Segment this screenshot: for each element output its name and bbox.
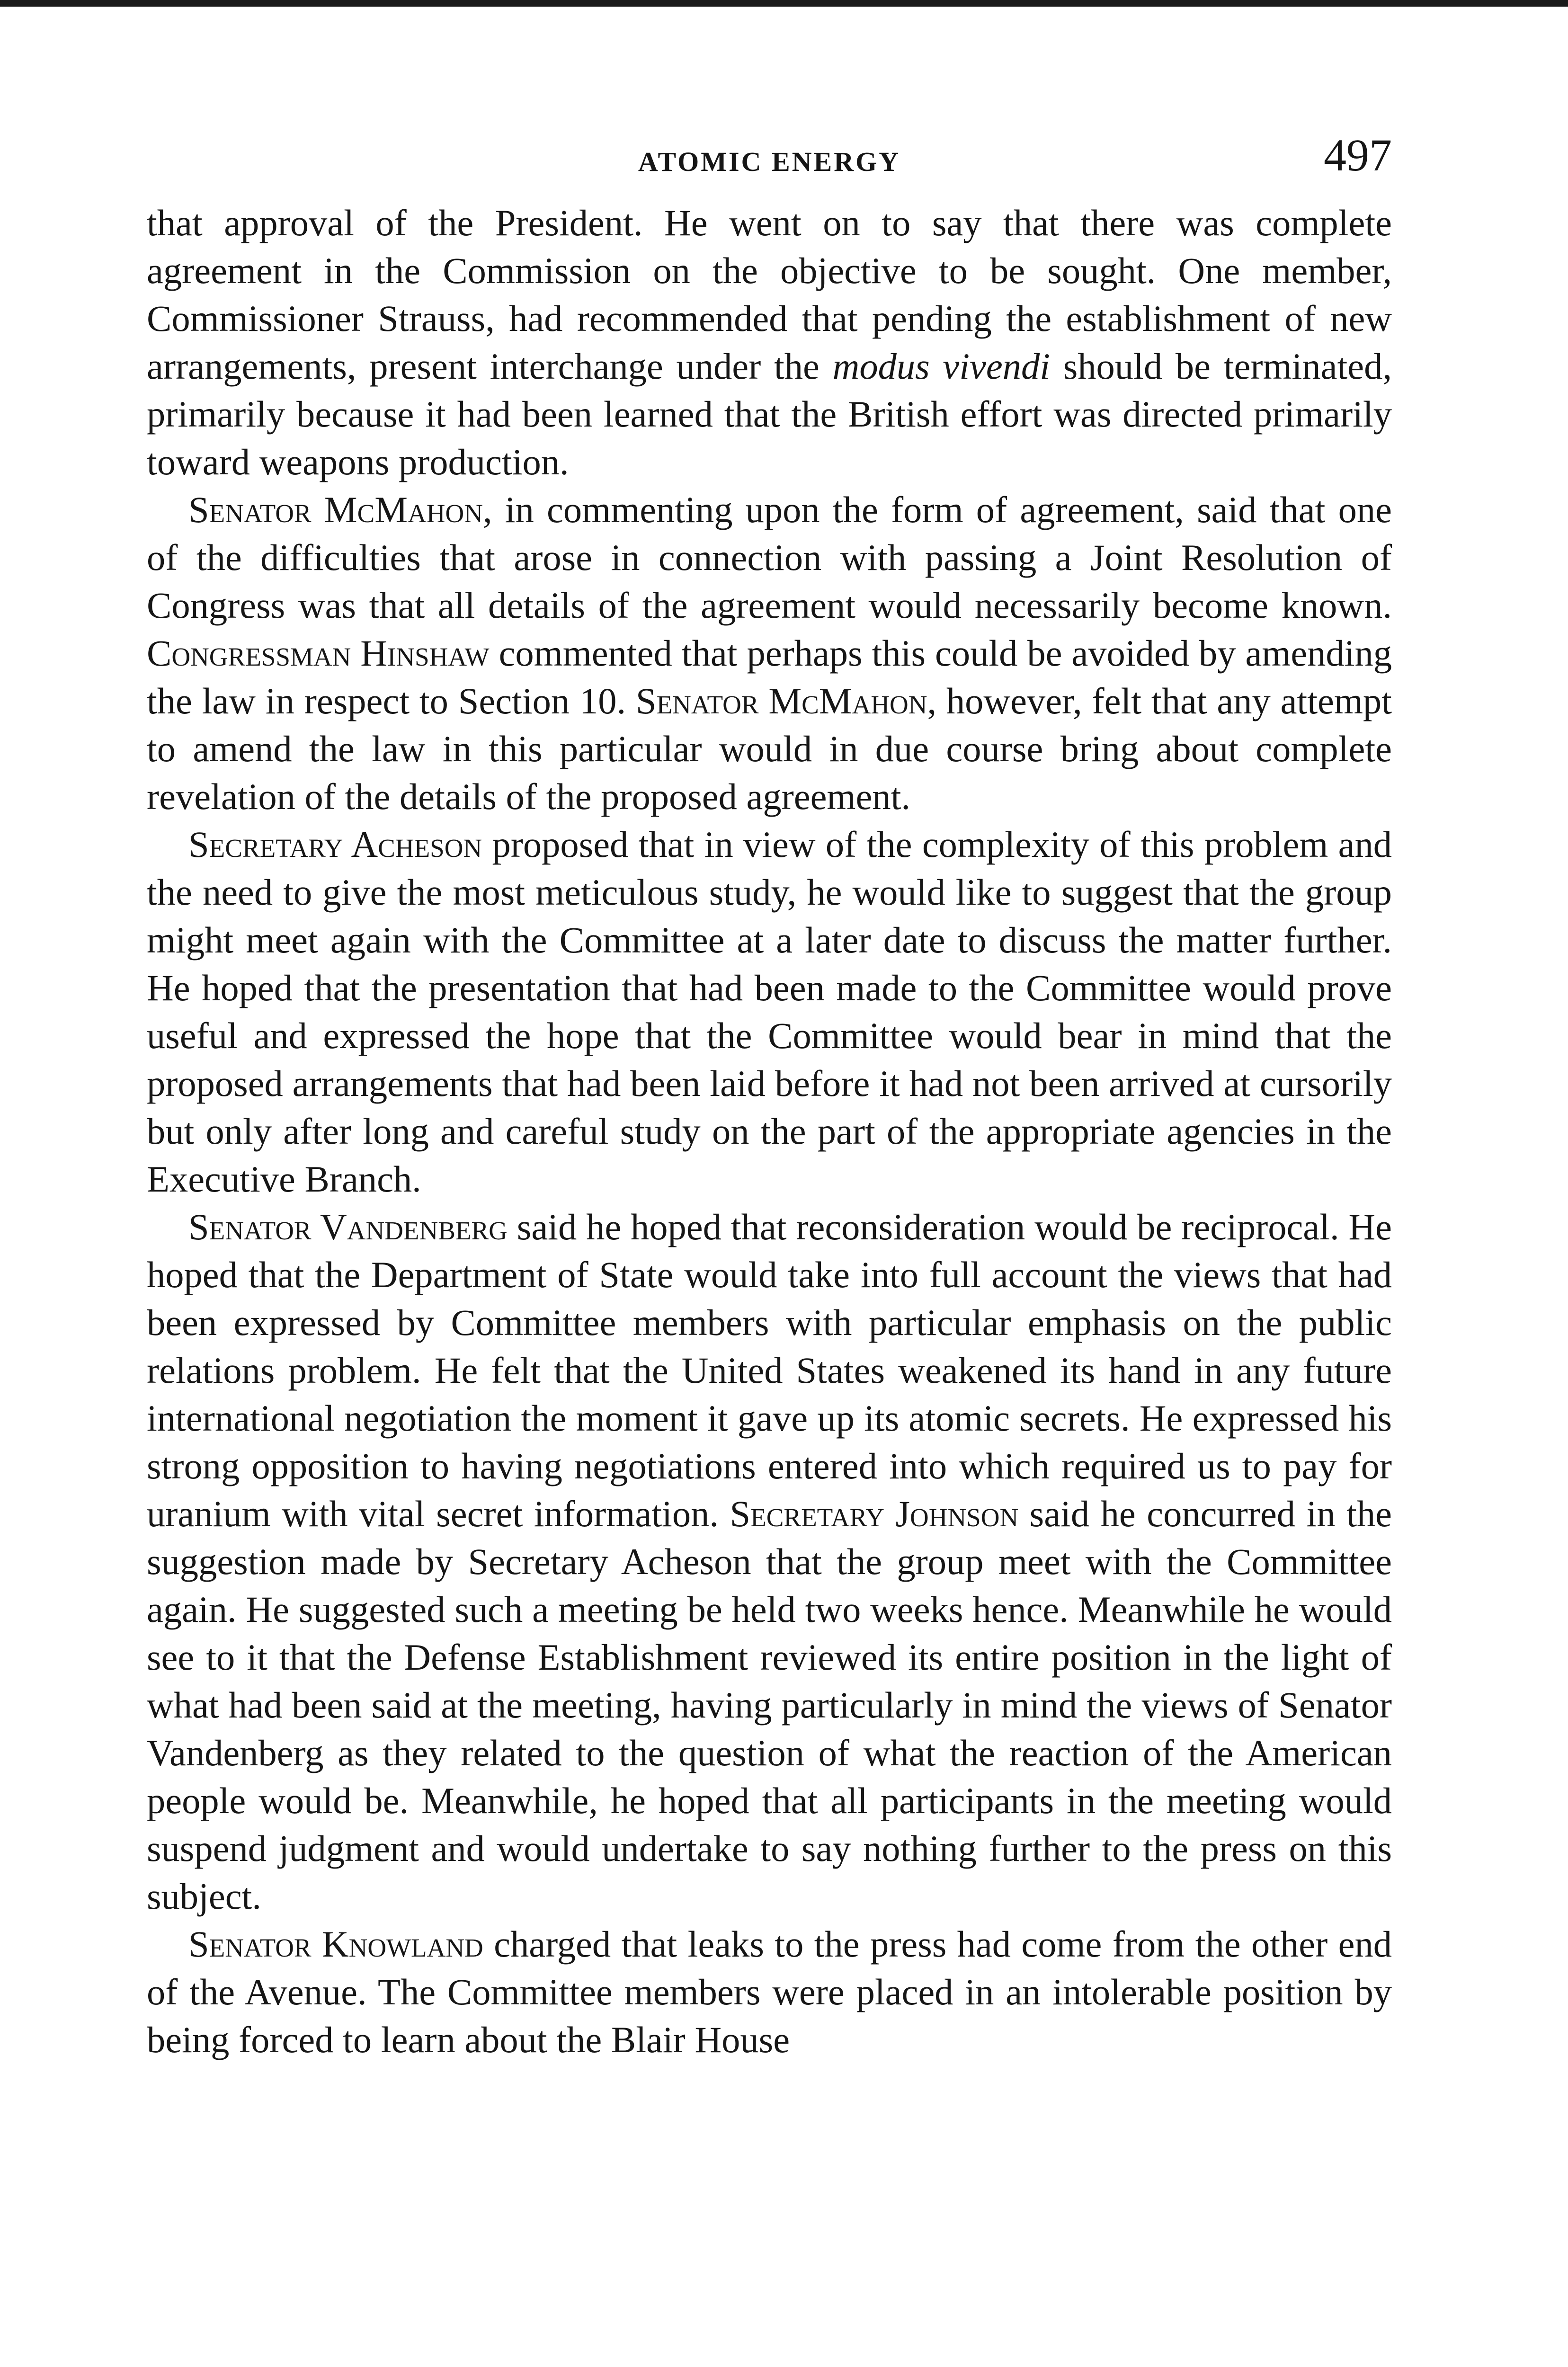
- top-edge-rule: [0, 0, 1568, 7]
- paragraph-2-text-a: , in commenting upon the form of agreement, said that one of the difficulties that arose in connection with passing a Joint Resolution of Congress was that all details of the agreement would necessarily become known.: [147, 489, 1392, 626]
- paragraph-1-italic-phrase: modus vivendi: [832, 346, 1051, 387]
- speaker-secretary-acheson: Secretary Acheson: [188, 824, 482, 865]
- paragraph-3: [147, 820, 1392, 1203]
- document-page: [147, 130, 1392, 2064]
- paragraph-2-text-c: , however, felt that any attempt to amend the law in this particular would in due course bring about complete revelation of the details of the proposed agreement.: [147, 680, 1392, 817]
- paragraph-3-text: proposed that in view of the complexity of this problem and the need to give the most meticulous study, he would like to suggest that the group might meet again with the Committee at a later date to discuss the matter further. He hoped that the presentation that had been made to the Committee would prove useful and expressed the hope that the Committee would bear in mind that the proposed arrangements that had been laid before it had not been arrived at cursorily but only after long and careful study on the part of the appropriate agencies in the Executive Branch.: [147, 824, 1392, 1200]
- speaker-congressman-hinshaw: Congressman Hinshaw: [147, 632, 490, 674]
- paragraph-1-text-a: that approval of the President. He went on to say that there was complete agreement in the Commission on the objective to be sought. One member, Commissioner Strauss, had recommended that pending the establishment of new arrangements, present interchange under the: [147, 202, 1392, 387]
- speaker-senator-mcmahon-2: Senator McMahon: [635, 680, 927, 721]
- paragraph-5-text: charged that leaks to the press had come from the other end of the Avenue. The Committee members were placed in an intolerable position by being forced to learn about the Blair House: [147, 1923, 1392, 2060]
- paragraph-4: [147, 1203, 1392, 1920]
- speaker-senator-knowland: Senator Knowland: [188, 1923, 483, 1965]
- paragraph-4-text-b: said he concurred in the suggestion made by Secretary Acheson that the group meet with the Committee again. He suggested such a meeting be held two weeks hence. Meanwhile he would see to it that the Defense Establishment reviewed its entire position in the light of what had been said at the meeting, having particularly in mind the views of Senator Vandenberg as they related to the question of what the reaction of the American people would be. Meanwhile, he hoped that all participants in the meeting would suspend judgment and would undertake to say nothing further to the press on this subject.: [147, 1493, 1392, 1917]
- paragraph-5: [147, 1920, 1392, 2064]
- speaker-senator-mcmahon: Senator McMahon: [188, 489, 483, 530]
- paragraph-1-text-b: should be terminated, primarily because it had been learned that the British effort was directed primarily toward weapons production.: [147, 346, 1392, 482]
- running-head: ATOMIC ENERGY: [638, 146, 901, 177]
- page-header: [147, 130, 1392, 199]
- paragraph-2-text-b: commented that perhaps this could be avoided by amending the law in respect to Section 10.: [147, 632, 1392, 721]
- paragraph-1: [147, 199, 1392, 486]
- paragraph-4-text-a: said he hoped that reconsideration would be reciprocal. He hoped that the Department of State would take into full account the views that had been expressed by Committee members with particular emphasis on the public relations problem. He felt that the United States weakened its hand in any future international negotiation the moment it gave up its atomic secrets. He expressed his strong opposition to having negotiations entered into which required us to pay for uranium with vital secret information.: [147, 1206, 1392, 1534]
- paragraph-2: [147, 486, 1392, 820]
- speaker-senator-vandenberg: Senator Vandenberg: [188, 1206, 508, 1247]
- page-number: 497: [1324, 130, 1392, 180]
- body-text: [147, 199, 1392, 2064]
- speaker-secretary-johnson: Secretary Johnson: [730, 1493, 1019, 1534]
